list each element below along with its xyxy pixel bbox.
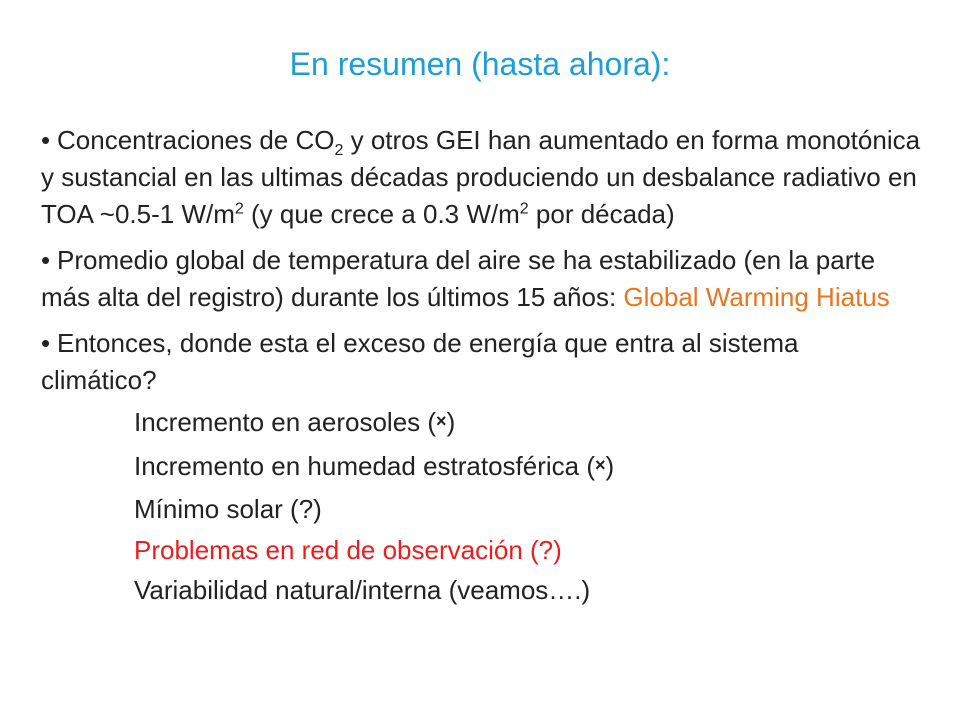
cross-icon: × xyxy=(436,411,447,431)
slide-title: En resumen (hasta ahora): xyxy=(289,46,671,82)
slide-content xyxy=(41,122,921,611)
wm2-superscript-1: 2 xyxy=(234,200,244,218)
wm2-superscript-2: 2 xyxy=(519,200,529,218)
humedad-label: Incremento en humedad estratosférica ( xyxy=(134,450,596,481)
bullet-energy-question xyxy=(41,325,921,399)
bullet-co2 xyxy=(41,122,921,233)
cross-icon: × xyxy=(595,454,606,475)
approx-symbol: ~ xyxy=(99,199,115,229)
bullet-dot: • xyxy=(41,328,51,358)
humedad-close: ) xyxy=(605,450,615,481)
list-item-minimo-solar: Mínimo solar (?) xyxy=(134,494,322,524)
co2-subscript: 2 xyxy=(334,142,344,160)
bullet-co2-text-3: 0.5-1 W/m xyxy=(114,199,235,229)
list-item-variabilidad: Variabilidad natural/interna (veamos….) xyxy=(134,575,591,605)
global-warming-hiatus-highlight: Global Warming Hiatus xyxy=(623,282,890,312)
bullet-dot: • xyxy=(41,245,51,275)
list-item-aerosoles xyxy=(134,402,921,446)
bullet-co2-text-2: y otros GEI han aumentado en forma monotónica y sustancial en las ultimas décadas produciendo un desbalance radiativo en TOA xyxy=(41,125,921,229)
bullet-dot: • xyxy=(41,125,51,155)
bullet-co2-text-1: Concentraciones de CO xyxy=(57,125,335,155)
hypothesis-list xyxy=(41,402,921,611)
list-item-problemas-red: Problemas en red de observación (?) xyxy=(134,534,562,565)
aerosoles-label: Incremento en aerosoles ( xyxy=(134,407,437,437)
list-item-humedad xyxy=(134,446,921,490)
bullet-energy-question-text: Entonces, donde esta el exceso de energía que entra al sistema climático? xyxy=(41,328,799,395)
bullet-temperature-text: Promedio global de temperatura del aire se ha estabilizado (en la parte más alta del registro) durante los últimos 15 años: xyxy=(41,245,876,312)
aerosoles-close: ) xyxy=(446,407,456,437)
bullet-co2-text-5: por década) xyxy=(528,199,675,229)
bullet-temperature xyxy=(41,242,921,316)
bullet-co2-text-4: (y que crece a 0.3 W/m xyxy=(243,199,520,229)
